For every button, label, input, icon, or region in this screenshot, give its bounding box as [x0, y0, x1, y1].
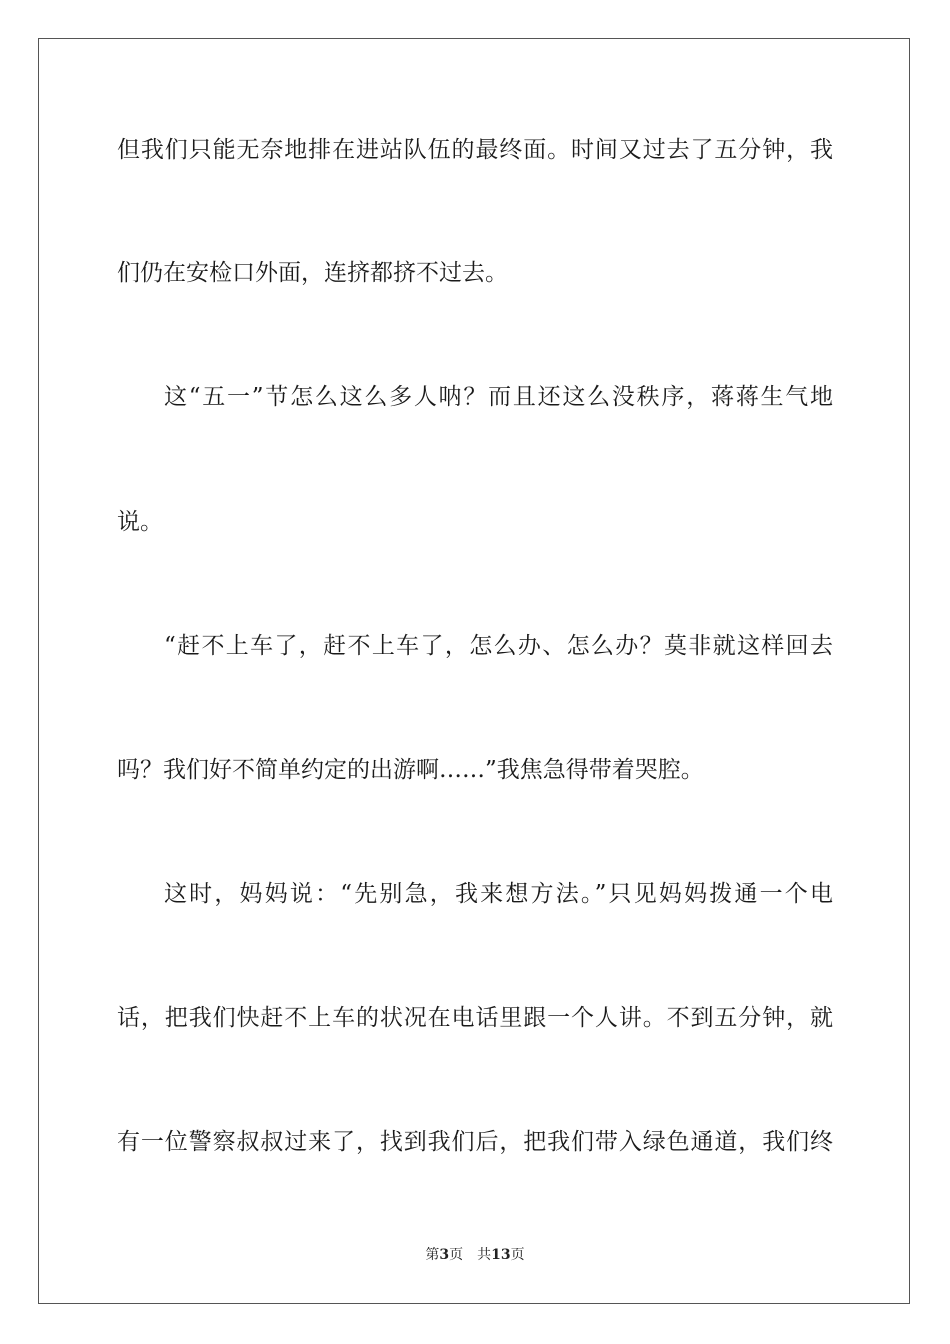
text-line: 吗？我们好不简单约定的出游啊……”我焦急得带着哭腔。 — [117, 757, 704, 783]
text-line: “赶不上车了，赶不上车了，怎么办、怎么办？莫非就这样回去 — [164, 633, 833, 659]
text-line: 话，把我们快赶不上车的状况在电话里跟一个人讲。不到五分钟，就 — [117, 1005, 833, 1031]
page-number-label: 第3页 — [425, 1247, 464, 1263]
text-line: 有一位警察叔叔过来了，找到我们后，把我们带入绿色通道，我们终 — [117, 1129, 833, 1155]
text-line: 们仍在安检口外面，连挤都挤不过去。 — [117, 260, 508, 286]
page-footer — [0, 1246, 950, 1264]
text-line: 这时，妈妈说：“先别急，我来想方法。”只见妈妈拨通一个电 — [164, 881, 833, 907]
text-line: 但我们只能无奈地排在进站队伍的最终面。时间又过去了五分钟，我 — [117, 137, 833, 163]
text-line: 说。 — [117, 509, 163, 535]
page-total-label: 共13页 — [477, 1247, 525, 1263]
text-line: 这“五一”节怎么这么多人呐？而且还这么没秩序，蒋蒋生气地 — [164, 384, 833, 410]
page-border — [38, 38, 910, 1304]
